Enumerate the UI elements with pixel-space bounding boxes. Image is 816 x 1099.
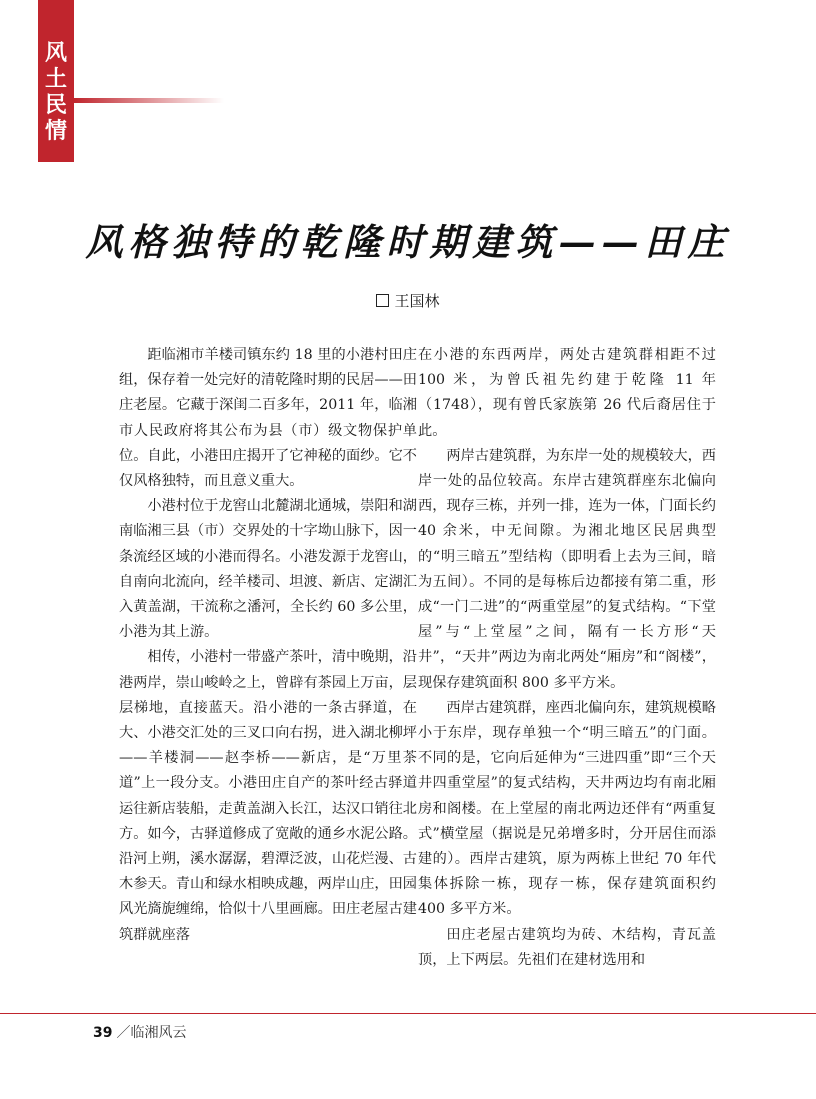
- article-title: 风格独特的乾隆时期建筑——田庄: [85, 220, 731, 264]
- section-label-char: 土: [44, 66, 67, 92]
- author-box-icon: [376, 294, 389, 307]
- author-line: [0, 290, 816, 311]
- author-name: 王国林: [394, 292, 440, 310]
- magazine-name: 临湘风云: [130, 1025, 187, 1041]
- section-label-char: 民: [44, 92, 67, 118]
- section-tab: [38, 0, 74, 162]
- section-label-char: 情: [44, 118, 67, 144]
- paragraph: 西岸古建筑群，座西北偏向东，建筑规模略小于东岸，现存单独一个“明三暗五”的门面。不同的是，它向后延伸为“三进四重”即“三个天井四重堂屋”的复式结构，天井两边均有南北厢房和阁楼。在上堂屋的南北两边还伴有“两重复式”横堂屋（据说是兄弟增多时，分开居住而添建的）。西岸古建筑，原为两栋上世纪 70 年代集体拆除一栋，现存一栋，保存建筑面积约 400 多平方米。: [418, 699, 716, 918]
- page-footer: [93, 1022, 186, 1042]
- body-column-left: [119, 343, 417, 948]
- section-label-char: 风: [44, 40, 67, 66]
- body-column-right: [418, 343, 716, 973]
- paragraph: 田庄老屋古建筑均为砖、木结构，青瓦盖顶，上下两层。先祖们在建材选用和: [418, 926, 716, 968]
- section-rule: [74, 98, 224, 103]
- paragraph: 两岸古建筑群，为东岸一处的规模较大，西岸一处的品位较高。东岸古建筑群座东北偏向西，现存三栋，并列一排，连为一体，门面长约 40 余米，中无间隙。为湘北地区民居典型的“明三暗五”型结构（即明看上去为三间，暗为五间）。不同的是每栋后边都接有第二重，形成“一门二进”的“两重堂屋”的复式结构。“下堂屋”与“上堂屋”之间，隔有一长方形“天井”，“天井”两边为南北两处“厢房”和“阁楼”，现保存建筑面积 800 多平方米。: [418, 447, 716, 691]
- paragraph: 相传，小港村一带盛产茶叶，清中晚期，沿港两岸，崇山峻岭之上，曾辟有茶园上万亩，层层梯地，直接蓝天。沿小港的一条古驿道，在大、小港交汇处的三叉口向右拐，进入湖北柳坪——羊楼洞——赵李桥——新店，是“万里茶道”上一段分支。小港田庄自产的茶叶经古驿道运往新店装船，走黄盖湖入长江，达汉口销往北方。如今，古驿道修成了宽敞的通乡水泥公路。沿河上朔，溪水潺潺，碧潭泛波，山花烂漫、古木参天。青山和绿水相映成趣，两岸山庄，田园风光旖旎缠绵，恰似十八里画廊。田庄老屋古建筑群就座落: [119, 649, 417, 943]
- footer-rule: [0, 1013, 816, 1014]
- footer-separator: ／: [116, 1025, 131, 1041]
- paragraph-continued: 在小港的东西两岸，两处古建筑群相距不过 100 米，为曾氏祖先约建于乾隆 11 年（1748），现有曾氏家族第 26 代后裔居住于此。: [418, 347, 716, 439]
- page-number: 39: [93, 1025, 113, 1041]
- paragraph: 小港村位于龙窖山北麓湖北通城，崇阳和湖南临湘三县（市）交界处的十字坳山脉下，因一条流经区域的小港而得名。小港发源于龙窖山，自南向北流向，经羊楼司、坦渡、新店、定湖汇入黄盖湖，干流称之潘河，全长约 60 多公里，小港为其上游。: [119, 498, 417, 641]
- paragraph: 距临湘市羊楼司镇东约 18 里的小港村田庄组，保存着一处完好的清乾隆时期的民居——田庄老屋。它藏于深闺二百多年，2011 年，临湘市人民政府将其公布为县（市）级文物保护单位。自此，小港田庄揭开了它神秘的面纱。它不仅风格独特，而且意义重大。: [119, 347, 417, 490]
